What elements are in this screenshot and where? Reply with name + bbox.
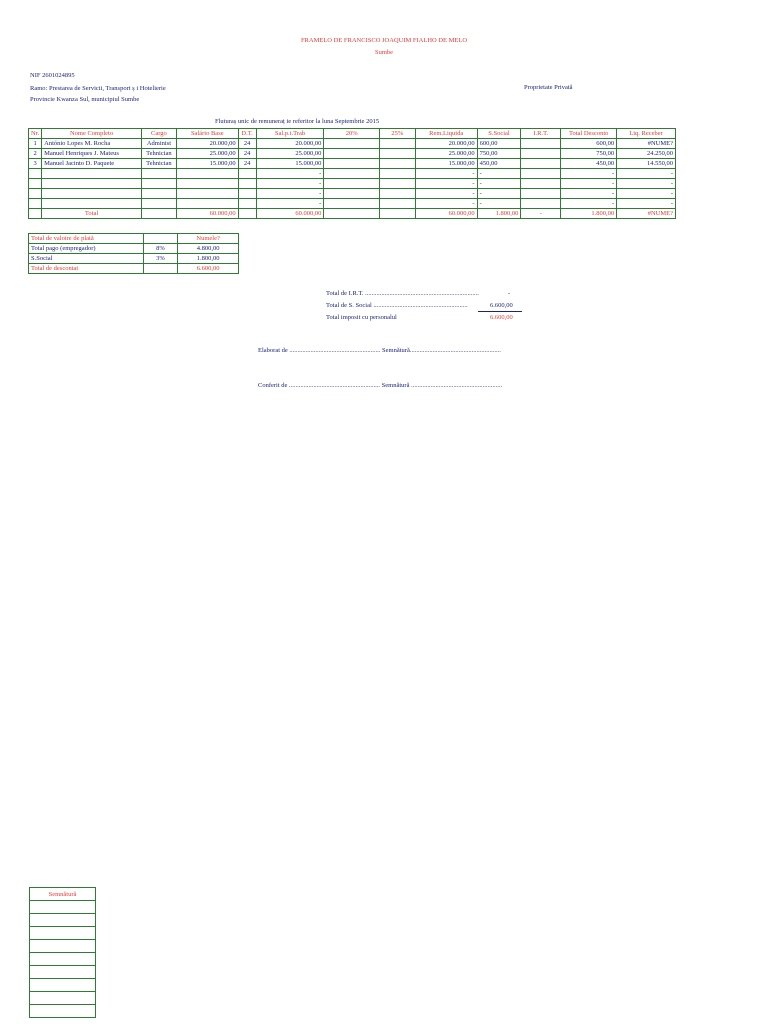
- signature-box-cell[interactable]: [30, 966, 96, 979]
- table-row-cell: [324, 159, 380, 169]
- table-row-cell: [379, 199, 415, 209]
- table-row-cell: -: [617, 169, 676, 179]
- table-row-cell: Manuel Henriques J. Mateus: [42, 149, 142, 159]
- table-total-row-cell: [379, 209, 415, 219]
- table-row-cell: [176, 169, 238, 179]
- table-row-cell: 20.000,00: [415, 139, 477, 149]
- table-row-cell: 3: [29, 159, 42, 169]
- table-total-row-cell: -: [521, 209, 561, 219]
- nif-label: NIF 2601024895: [30, 72, 75, 79]
- document-title: Fluturaș unic de remuneraț ie referitor la luna Septembrie 2015: [215, 118, 380, 125]
- total-ss-label: Total de S. Social ..........................................................: [326, 302, 468, 309]
- signature-box-row: [30, 979, 96, 992]
- table-header: [29, 129, 676, 139]
- table-row-cell: -: [415, 169, 477, 179]
- table-row-cell: -: [415, 179, 477, 189]
- provincia-label: Provincie Kwanza Sul, municipiul Sumbe: [30, 96, 140, 103]
- table-header-cell: 20%: [324, 129, 380, 139]
- signature-box-cell[interactable]: [30, 953, 96, 966]
- table-row-cell: [141, 199, 176, 209]
- table-row-cell: [42, 199, 142, 209]
- table-row: [29, 149, 676, 159]
- table-row-cell: [324, 139, 380, 149]
- table-row-cell: -: [477, 199, 521, 209]
- table-row-cell: #NUME?: [617, 139, 676, 149]
- table-row-cell: [324, 149, 380, 159]
- table-row: [29, 199, 676, 209]
- summary-table: [28, 233, 239, 274]
- table-total-row-cell: 60.000,00: [415, 209, 477, 219]
- signature-box-title: Semnătură: [30, 888, 96, 901]
- table-row-cell: [238, 169, 256, 179]
- table-row-cell: -: [477, 179, 521, 189]
- table-row-cell: 24: [238, 159, 256, 169]
- table-row-cell: [379, 149, 415, 159]
- signature-box-row: [30, 966, 96, 979]
- signature-box-cell[interactable]: [30, 914, 96, 927]
- table-row-cell: [238, 189, 256, 199]
- table-row-cell: -: [561, 179, 617, 189]
- table-row-cell: [42, 179, 142, 189]
- summary-value: Numele?: [178, 234, 239, 244]
- total-imposto-label: Total imposit cu personalul: [326, 314, 397, 321]
- table-total-row: [29, 209, 676, 219]
- table-row-cell: 25.000,00: [176, 149, 238, 159]
- table-total-row-cell: 60.000,00: [256, 209, 324, 219]
- table-header-cell: Salário Base: [176, 129, 238, 139]
- table-row: [29, 189, 676, 199]
- summary-pct: [143, 264, 178, 274]
- table-row-cell: -: [561, 199, 617, 209]
- table-row-cell: 15.000,00: [176, 159, 238, 169]
- table-row-cell: 2: [29, 149, 42, 159]
- conferit-signature-line: Conferit de ........................................................ Semnătură ........................................................: [258, 382, 503, 389]
- table-header-cell: D.T.: [238, 129, 256, 139]
- table-row-cell: [238, 199, 256, 209]
- table-header-cell: 25%: [379, 129, 415, 139]
- table-row-cell: 450,00: [561, 159, 617, 169]
- table-row: [29, 179, 676, 189]
- table-row-cell: -: [617, 189, 676, 199]
- total-irt-value: -: [508, 290, 511, 297]
- table-row-cell: [29, 199, 42, 209]
- table-total-row-cell: #NUME?: [617, 209, 676, 219]
- table-row-cell: -: [256, 179, 324, 189]
- table-total-row-cell: Total: [42, 209, 142, 219]
- summary-row: [29, 254, 239, 264]
- table-row-cell: -: [477, 189, 521, 199]
- table-header-cell: Total Desconto: [561, 129, 617, 139]
- table-row-cell: 24: [238, 139, 256, 149]
- payroll-table: [28, 128, 676, 219]
- summary-label: Total de valoire de plată: [29, 234, 144, 244]
- table-row-cell: [141, 169, 176, 179]
- signature-box-row: [30, 901, 96, 914]
- table-row-cell: [521, 159, 561, 169]
- table-total-row-cell: [141, 209, 176, 219]
- table-header-cell: Sal.p.t.Trab: [256, 129, 324, 139]
- table-row-cell: [324, 189, 380, 199]
- signature-box: [29, 887, 96, 1018]
- table-row-cell: -: [617, 199, 676, 209]
- table-total-row-cell: 1.800,00: [561, 209, 617, 219]
- signature-box-cell[interactable]: [30, 901, 96, 914]
- table-row-cell: [521, 179, 561, 189]
- table-total-row-cell: [238, 209, 256, 219]
- city-name: Sumbe: [374, 49, 394, 56]
- table-row-cell: 14.550,00: [617, 159, 676, 169]
- table-total-row-cell: 60.000,00: [176, 209, 238, 219]
- table-row-cell: 750,00: [561, 149, 617, 159]
- table-row-cell: [379, 169, 415, 179]
- proprietate-label: Proprietate Privată: [524, 84, 573, 91]
- table-row-cell: [176, 179, 238, 189]
- table-row-cell: [521, 199, 561, 209]
- signature-box-cell[interactable]: [30, 940, 96, 953]
- table-row-cell: 600,00: [561, 139, 617, 149]
- table-row: [29, 169, 676, 179]
- summary-label: Total de descontat: [29, 264, 144, 274]
- signature-box-cell[interactable]: [30, 1005, 96, 1018]
- sum-line: [478, 311, 522, 312]
- table-row-cell: Manuel Jacinto D. Paquete: [42, 159, 142, 169]
- company-name: FRAMELO DE FRANCISCO JOAQUIM FIALHO DE MELO: [300, 37, 468, 44]
- table-header-cell: S.Social: [477, 129, 521, 139]
- table-row-cell: -: [256, 169, 324, 179]
- signature-box-row: [30, 940, 96, 953]
- table-row-cell: [324, 199, 380, 209]
- table-row-cell: -: [415, 189, 477, 199]
- table-row-cell: 25.000,00: [415, 149, 477, 159]
- table-row-cell: 600,00: [477, 139, 521, 149]
- summary-pct: 3%: [143, 254, 178, 264]
- summary-row: [29, 234, 239, 244]
- signature-box-cell[interactable]: [30, 927, 96, 940]
- table-row-cell: 25.000,00: [256, 149, 324, 159]
- table-row-cell: Tehnician: [141, 149, 176, 159]
- table-row-cell: 24.250,00: [617, 149, 676, 159]
- summary-value: 4.800,00: [178, 244, 239, 254]
- summary-row: [29, 264, 239, 274]
- signature-box-cell[interactable]: [30, 992, 96, 1005]
- table-row-cell: 24: [238, 149, 256, 159]
- ramo-label: Ramo: Prestarea de Servicii, Transport ș i Hotelierie: [30, 85, 166, 92]
- table-total-row-cell: [324, 209, 380, 219]
- table-row-cell: 20.000,00: [256, 139, 324, 149]
- table-total-row-cell: 1.800,00: [477, 209, 521, 219]
- table-row-cell: António Lopes M. Rocha: [42, 139, 142, 149]
- signature-box-row: [30, 914, 96, 927]
- table-header-cell: I.R.T.: [521, 129, 561, 139]
- elaborat-signature-line: Elaborat de ........................................................ Semnătură........................................................: [258, 347, 501, 354]
- summary-pct: [143, 234, 178, 244]
- table-row-cell: -: [617, 179, 676, 189]
- signature-box-row: [30, 927, 96, 940]
- table-row-cell: [379, 159, 415, 169]
- table-header-cell: Nome Completo: [42, 129, 142, 139]
- signature-box-row: [30, 1005, 96, 1018]
- table-row-cell: [324, 179, 380, 189]
- table-row: [29, 159, 676, 169]
- table-row-cell: -: [256, 199, 324, 209]
- table-row-cell: [29, 179, 42, 189]
- table-header-cell: Rem.Liquida: [415, 129, 477, 139]
- summary-label: Total pago (empregador): [29, 244, 144, 254]
- total-imposto-value: 6.600,00: [490, 314, 513, 321]
- table-row-cell: [29, 169, 42, 179]
- table-row-cell: [176, 189, 238, 199]
- table-row-cell: 20.000,00: [176, 139, 238, 149]
- table-row-cell: [238, 179, 256, 189]
- table-row: [29, 139, 676, 149]
- table-header-cell: Nr.: [29, 129, 42, 139]
- table-row-cell: [324, 169, 380, 179]
- table-row-cell: 450,00: [477, 159, 521, 169]
- total-ss-value: 6.600,00: [490, 302, 513, 309]
- table-row-cell: 15.000,00: [256, 159, 324, 169]
- signature-box-row: [30, 992, 96, 1005]
- table-header-cell: Liq. Receber: [617, 129, 676, 139]
- summary-value: 6.600,00: [178, 264, 239, 274]
- table-row-cell: Tehnician: [141, 159, 176, 169]
- table-row-cell: [379, 189, 415, 199]
- table-row-cell: [521, 169, 561, 179]
- summary-label: S.Social: [29, 254, 144, 264]
- table-total-row-cell: [29, 209, 42, 219]
- table-row-cell: -: [477, 169, 521, 179]
- total-irt-label: Total de I.R.T. ......................................................................: [326, 290, 479, 297]
- table-row-cell: 15.000,00: [415, 159, 477, 169]
- summary-value: 1.800,00: [178, 254, 239, 264]
- table-row-cell: Administ: [141, 139, 176, 149]
- table-row-cell: [521, 139, 561, 149]
- summary-pct: 8%: [143, 244, 178, 254]
- table-row-cell: [42, 189, 142, 199]
- table-row-cell: [141, 179, 176, 189]
- signature-box-cell[interactable]: [30, 979, 96, 992]
- table-row-cell: [521, 189, 561, 199]
- table-row-cell: [42, 169, 142, 179]
- table-row-cell: -: [561, 189, 617, 199]
- signature-box-row: [30, 953, 96, 966]
- table-row-cell: -: [415, 199, 477, 209]
- table-row-cell: [176, 199, 238, 209]
- table-row-cell: -: [561, 169, 617, 179]
- table-row-cell: 1: [29, 139, 42, 149]
- table-row-cell: [521, 149, 561, 159]
- table-row-cell: [379, 179, 415, 189]
- table-row-cell: [29, 189, 42, 199]
- summary-row: [29, 244, 239, 254]
- table-row-cell: [379, 139, 415, 149]
- table-row-cell: 750,00: [477, 149, 521, 159]
- table-row-cell: -: [256, 189, 324, 199]
- table-row-cell: [141, 189, 176, 199]
- table-header-cell: Cargo: [141, 129, 176, 139]
